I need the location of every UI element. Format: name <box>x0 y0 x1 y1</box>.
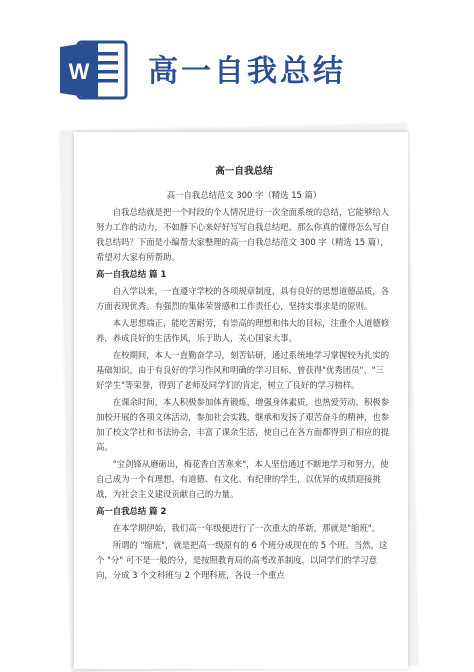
svg-text:W: W <box>68 59 90 84</box>
page-title: 高一自我总结 <box>148 54 346 89</box>
document-title: 高一自我总结 <box>215 166 273 177</box>
document-subtitle: 高一自我总结范文 300 字（精选 15 篇） <box>166 190 322 200</box>
paragraph: 所谓的 "缩班"，就是把高一级原有的 6 个班分成现在的 5 个班。当然，这个 "分" 可不是一般的分，是按照教育局的高考改革制度，以同学们的学习意向，分成 3 个文科班与 2 个理科班，各设一个重点 <box>96 540 388 580</box>
section-heading-1: 高一自我总结 篇 1 <box>96 269 167 279</box>
paragraph: 在本学期伊始，我们高一年级便进行了一次重大的革新，那就是"缩班"。 <box>112 523 381 533</box>
document-body <box>96 164 392 585</box>
paragraph: 本人思想端正，能吃苦耐劳，有崇高的理想和伟大的目标，注重个人道德修养，养成良好的生活作风，乐于助人，关心国家大事。 <box>96 318 390 343</box>
intro-paragraph: 自我总结就是把一个时段的个人情况进行一次全面系统的总结，它能够给人努力工作的动力，不如静下心来好好写写自我总结吧。那么你真的懂得怎么写自我总结吗？下面是小编帮大家整理的高一自我总结范文 300 字（精选 15 篇），希望对大家有所帮助。 <box>96 207 390 262</box>
paragraph: 自入学以来，一直遵守学校的各项规章制度，具有良好的思想道德品质，各方面表现优秀。有强烈的集体荣誉感和工作责任心，坚持实事求是的原则。 <box>96 286 390 311</box>
paragraph: "宝剑锋从磨砺出，梅花香自苦寒来"，本人坚信通过不断地学习和努力，使自己成为一个有理想、有道德、有文化、有纪律的学生，以优异的成绩迎接挑战，为社会主义建设贡献自己的力量。 <box>96 459 389 499</box>
paragraph: 在课余时间，本人积极参加体育锻炼，增强身体素质，也热爱劳动，积极参加校开展的各项文体活动，参加社会实践，继承和发扬了艰苦奋斗的精神，也参加了校文学社和书法协会，丰富了课余生活，使自己在各方面都得到了相应的提高。 <box>96 397 390 452</box>
document-page <box>74 132 408 669</box>
paragraph: 在校期间，本人一直勤奋学习，刻苦钻研，通过系统地学习掌握较为扎实的基础知识。由于有良好的学习作风和明确的学习目标，曾获得"优秀团员"、"三好学生"等荣誉，得到了老师及同学们的肯定，树立了良好的学习榜样。 <box>96 350 390 390</box>
header-banner <box>0 0 474 118</box>
section-heading-2: 高一自我总结 篇 2 <box>96 506 167 516</box>
word-doc-icon <box>58 38 130 102</box>
